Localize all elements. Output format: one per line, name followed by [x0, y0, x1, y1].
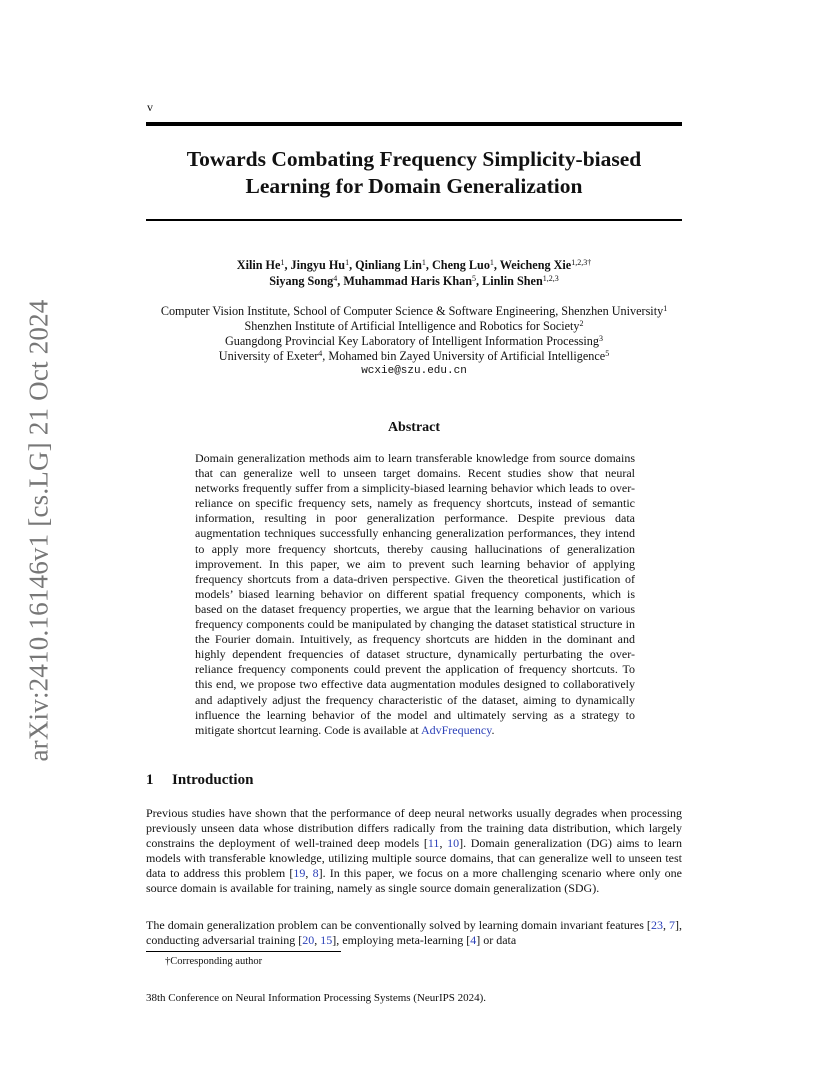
citation-link[interactable]: 19 — [293, 866, 306, 881]
affiliation-text: Computer Vision Institute, School of Computer Science & Software Engineering, Shenzhen University — [160, 304, 664, 318]
affiliation-mark: 5 — [605, 349, 610, 358]
author-name: Siyang Song — [269, 274, 334, 288]
citation-link[interactable]: 20 — [302, 933, 315, 948]
title-line-1: Towards Combating Frequency Simplicity-biased — [186, 147, 642, 171]
section-heading — [146, 772, 253, 789]
author-line-1 — [146, 257, 682, 273]
author-affil-mark: 1 — [345, 258, 350, 267]
citation-link[interactable]: 8 — [312, 866, 319, 881]
paragraph-text: ], conducting adversarial training [ — [146, 918, 682, 948]
author-separator: , — [476, 274, 483, 288]
citation-link[interactable]: 15 — [320, 933, 333, 948]
author-affil-mark: 1,2,3† — [571, 258, 592, 267]
paragraph-text: Previous studies have shown that the performance of deep neural networks usually degrades when processing previously unseen data whose distribution differs radically from the training data distribution, which largely constrains the deployment of well-trained deep models [ — [146, 806, 682, 851]
paragraph-text: ]. In this paper, we focus on a more challenging scenario where only one source domain is available for training, namely as single source domain generalization (SDG). — [146, 866, 682, 896]
citation-separator: , — [314, 933, 321, 948]
title-line-2: Learning for Domain Generalization — [245, 174, 583, 198]
author-name: Weicheng Xie — [499, 258, 572, 272]
arxiv-sidebar — [24, 295, 54, 765]
abstract-body — [195, 451, 635, 738]
author-separator: , — [349, 258, 356, 272]
code-link[interactable]: AdvFrequency — [420, 722, 492, 737]
author-affil-mark: 5 — [472, 274, 477, 283]
affiliation — [120, 304, 708, 319]
citation-link[interactable]: 10 — [447, 836, 460, 851]
intro-paragraph-2 — [146, 918, 682, 948]
affiliation-text: Shenzhen Institute of Artificial Intelligence and Robotics for Society — [244, 319, 580, 333]
contact-email[interactable]: wcxie@szu.edu.cn — [361, 365, 467, 377]
citation-link[interactable]: 4 — [470, 933, 477, 948]
section-title: Introduction — [172, 772, 254, 788]
affiliation — [120, 349, 708, 364]
affiliation — [120, 334, 708, 349]
author-name: Xilin He — [236, 258, 281, 272]
header-mark: v — [147, 100, 153, 114]
section-number: 1 — [146, 772, 154, 788]
author-affil-mark: 1 — [280, 258, 285, 267]
title-top-rule — [146, 122, 682, 126]
title-bottom-rule — [146, 219, 682, 221]
affiliation-list — [120, 304, 708, 379]
author-name: Muhammad Haris Khan — [343, 274, 473, 288]
paragraph-text: The domain generalization problem can be conventionally solved by learning domain invariant features [ — [146, 918, 651, 932]
affiliation-text: , Mohamed bin Zayed University of Artificial Intelligence — [322, 349, 606, 363]
abstract-heading: Abstract — [387, 420, 441, 435]
venue-note: 38th Conference on Neural Information Processing Systems (NeurIPS 2024). — [146, 992, 487, 1004]
affiliation — [120, 319, 708, 334]
abstract-text: Domain generalization methods aim to learn transferable knowledge from source domains that can generalize well to unseen target domains. Recent studies show that neural networks frequently suffer from a simplicity-biased learning behavior which leads to over-reliance on specific frequency sets, namely as frequency shortcuts, instead of semantic information, resulting in poor generalization performance. Despite previous data augmentation techniques successfully enhancing generalization performances, they intend to apply more frequency shortcuts, thereby causing hallucinations of generalization improvement. In this paper, we aim to prevent such learning behavior of applying frequency shortcuts from a data-driven perspective. Given the theoretical justification of models’ biased learning behavior on different spatial frequency components, which is based on the dataset frequency properties, we argue that the learning behavior on various frequency components could be manipulated by changing the dataset statistical structure in the Fourier domain. Intuitively, as frequency shortcuts are hidden in the dominant and highly dependent frequencies of dataset structure, dynamically perturbating the over-reliance frequency components could prevent the application of frequency shortcuts. To this end, we propose two effective data augmentation modules designed to collaboratively and adaptively adjust the frequency characteristic of the dataset, aiming to dynamically influence the learning behavior of the model and ultimately serving as a strategy to mitigate shortcut learning. Code is available at — [195, 451, 635, 737]
author-separator: , — [493, 258, 500, 272]
arxiv-identifier: arXiv:2410.16146v1 [cs.LG] 21 Oct 2024 — [23, 298, 54, 762]
abstract-tail: . — [491, 722, 495, 737]
author-line-2 — [146, 273, 682, 289]
affiliation-text: University of Exeter — [218, 349, 319, 363]
intro-paragraph-1 — [146, 806, 682, 897]
author-affil-mark: 1,2,3 — [542, 274, 559, 283]
citation-link[interactable]: 7 — [669, 918, 675, 932]
affiliation-text: Guangdong Provincial Key Laboratory of Intelligent Information Processing — [225, 334, 599, 348]
citation-link[interactable]: 11 — [427, 836, 440, 851]
author-affil-mark: 4 — [333, 274, 338, 283]
citation-separator: , — [662, 918, 669, 932]
citation-separator: , — [305, 866, 313, 881]
author-separator: , — [337, 274, 344, 288]
author-affil-mark: 1 — [489, 258, 494, 267]
affiliation-mark: 3 — [599, 334, 603, 343]
paragraph-text: ] or data — [476, 933, 517, 948]
paragraph-text: ]. Domain generalization (DG) aims to learn models with transferable knowledge, utilizing multiple source domains, that can generalize well to unseen test data to address this problem [ — [146, 836, 682, 881]
author-separator: , — [284, 258, 291, 272]
affiliation-mark: 4 — [318, 349, 323, 358]
affiliation-mark: 1 — [663, 304, 668, 313]
footnote: †Corresponding author — [165, 956, 263, 967]
author-name: Qinliang Lin — [355, 258, 422, 272]
author-name: Linlin Shen — [482, 274, 543, 288]
paper-title — [146, 146, 682, 200]
author-affil-mark: 1 — [421, 258, 426, 267]
author-name: Cheng Luo — [432, 258, 490, 272]
citation-link[interactable]: 23 — [650, 918, 663, 932]
footnote-rule — [146, 951, 341, 952]
paragraph-text: ], employing meta-learning [ — [332, 933, 471, 948]
author-list — [146, 257, 682, 289]
author-name: Jingyu Hu — [290, 258, 346, 272]
affiliation-mark: 2 — [579, 319, 584, 328]
citation-separator: , — [439, 836, 448, 851]
author-separator: , — [425, 258, 432, 272]
